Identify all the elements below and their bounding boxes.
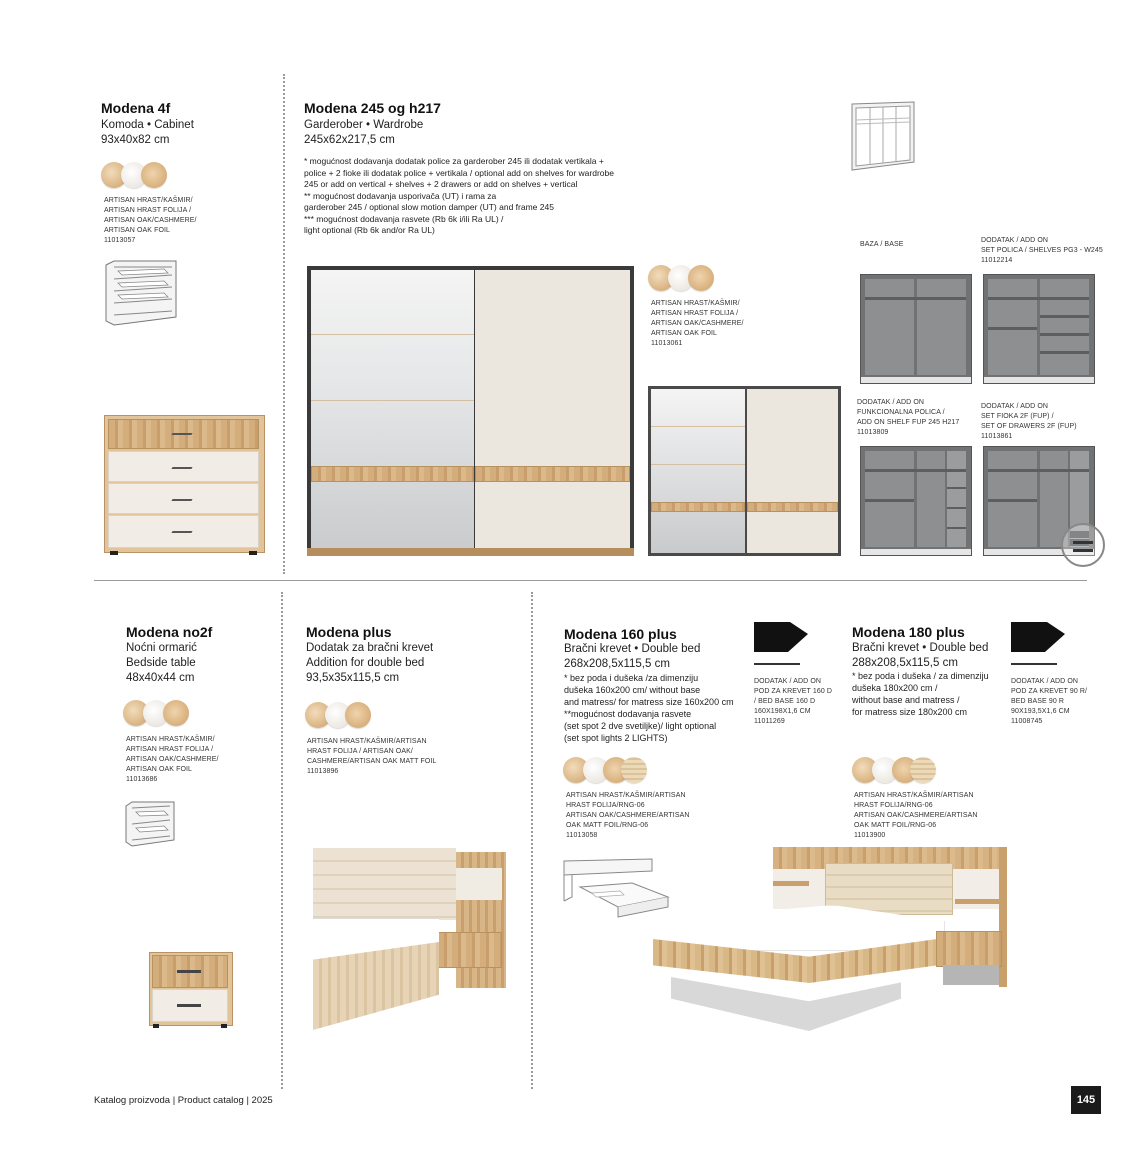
- drawer-detail-zoom: [1061, 523, 1105, 567]
- swatch-artisan-oak-foil: [141, 162, 167, 188]
- bed-base-icon: [752, 620, 810, 668]
- product-dimensions: 93,5x35x115,5 cm: [306, 672, 400, 684]
- finish-text: ARTISAN HRAST/KAŠMIR/ ARTISAN HRAST FOLIJA / ARTISAN OAK/CASHMERE/ ARTISAN OAK FOIL 11013057: [104, 197, 197, 244]
- option-label-func-shelf: DODATAK / ADD ON FUNKCIONALNA POLICA / ADD ON SHELF FUP 245 H217 11013809: [857, 399, 960, 436]
- product-subtitle: Bračni krevet • Double bed: [852, 642, 989, 654]
- divider-horizontal: [94, 580, 1087, 581]
- product-title: Modena 180 plus: [852, 624, 965, 640]
- bed-addition-image: [313, 848, 510, 1030]
- divider-dotted: [531, 592, 533, 1089]
- product-notes: * bez poda i dušeka / za dimenziju dušeka 180x200 cm / without base and matress / for matress size 180x200 cm: [852, 671, 989, 717]
- product-dimensions: 48x40x44 cm: [126, 672, 195, 684]
- bed-180-image: [653, 845, 1008, 1031]
- product-subtitle: Komoda • Cabinet: [101, 119, 194, 131]
- option-label-shelves: DODATAK / ADD ON SET POLICA / SHELVES PG3 - W245 11012214: [981, 237, 1103, 264]
- addon-text: DODATAK / ADD ON POD ZA KREVET 90 R/ BED BASE 90 R 90X193,5X1,6 CM 11008745: [1011, 678, 1088, 725]
- product-subtitle: Bedside table: [126, 657, 196, 669]
- product-notes: * mogućnost dodavanja dodatak police za garderober 245 ili dodatak vertikala + police + 2 fioke ili dodatak police + vertikala / optional add on shelves for wardrobe 245 or add on vertical + shelves + 2 drawers or add on shelves + vertical ** mogućnost dodavanja usporivača (UT) i rama za garderober 245 / optional slow motion damper (UT) and frame 245 *** mogućnost dodavanja rasvete (Rb 6k i/ili Ra UL) / light optional (Rb 6k and/or Ra UL): [304, 156, 614, 235]
- swatch-artisan-oak-foil: [163, 700, 189, 726]
- wardrobe-small-image: [648, 386, 841, 556]
- bedside-table-drawing: [124, 800, 176, 848]
- swatch-artisan-oak-matt-foil: [345, 702, 371, 728]
- swatch-artisan-oak-foil: [688, 265, 714, 291]
- wardrobe-large-image: [307, 266, 634, 556]
- product-notes: * bez poda i dušeka /za dimenziju dušeka 160x200 cm/ without base and matress/ for matress size 160x200 cm **mogućnost dodavanja rasvete (set spot 2 dve svetiljke)/ light optional (set spot lights 2 LIGHTS): [564, 673, 734, 743]
- page-number: 145: [1071, 1086, 1101, 1114]
- bedside-table-image: [149, 952, 231, 1028]
- finish-text: ARTISAN HRAST/KAŠMIR/ ARTISAN HRAST FOLIJA / ARTISAN OAK/CASHMERE/ ARTISAN OAK FOIL 11013686: [126, 736, 219, 783]
- bed-base-icon: [1009, 620, 1067, 668]
- finish-text: ARTISAN HRAST/KAŠMIR/ARTISAN HRAST FOLIJA/RNG-06 ARTISAN OAK/CASHMERE/ARTISAN OAK MATT FOIL/RNG-06 11013058: [566, 792, 690, 839]
- option-label-drawers: DODATAK / ADD ON SET FIOKA 2F (FUP) / SET OF DRAWERS 2F (FUP) 11013861: [981, 403, 1077, 440]
- product-title: Modena 160 plus: [564, 626, 677, 642]
- product-dimensions: 93x40x82 cm: [101, 134, 170, 146]
- product-title: Modena no2f: [126, 624, 213, 640]
- product-subtitle: Bračni krevet • Double bed: [564, 643, 701, 655]
- product-subtitle: Garderober • Wardrobe: [304, 119, 424, 131]
- option-label-base: BAZA / BASE: [860, 241, 904, 248]
- product-title: Modena plus: [306, 624, 392, 640]
- catalog-footer: Katalog proizvoda | Product catalog | 2025: [94, 1095, 273, 1106]
- product-title: Modena 4f: [101, 100, 171, 116]
- interior-shelves-image: [983, 274, 1095, 384]
- interior-base-image: [860, 274, 972, 384]
- product-subtitle: Noćni ormarić: [126, 642, 197, 654]
- finish-text: ARTISAN HRAST/KAŠMIR/ARTISAN HRAST FOLIJA/RNG-06 ARTISAN OAK/CASHMERE/ARTISAN OAK MATT FOIL/RNG-06 11013900: [854, 792, 978, 839]
- cabinet-drawing: [104, 259, 180, 327]
- addon-text: DODATAK / ADD ON POD ZA KREVET 160 D / BED BASE 160 D 160X198X1,6 CM 11011269: [754, 678, 833, 725]
- divider-dotted: [281, 592, 283, 1089]
- product-dimensions: 268x208,5x115,5 cm: [564, 658, 670, 670]
- finish-text: ARTISAN HRAST/KAŠMIR/ARTISAN HRAST FOLIJA / ARTISAN OAK/ CASHMERE/ARTISAN OAK MATT FOIL 11013896: [307, 738, 437, 775]
- cabinet-image: [104, 415, 263, 555]
- swatch-rng-06: [910, 757, 936, 783]
- wardrobe-outline-drawing: [850, 100, 916, 172]
- divider-dotted: [283, 74, 285, 574]
- product-title: Modena 245 og h217: [304, 100, 441, 116]
- interior-func-shelf-image: [860, 446, 972, 556]
- finish-text: ARTISAN HRAST/KAŠMIR/ ARTISAN HRAST FOLIJA / ARTISAN OAK/CASHMERE/ ARTISAN OAK FOIL 11013061: [651, 300, 744, 347]
- product-dimensions: 288x208,5x115,5 cm: [852, 657, 958, 669]
- swatch-rng-06: [621, 757, 647, 783]
- product-subtitle: Dodatak za bračni krevet: [306, 642, 434, 654]
- product-dimensions: 245x62x217,5 cm: [304, 134, 395, 146]
- product-subtitle: Addition for double bed: [306, 657, 425, 669]
